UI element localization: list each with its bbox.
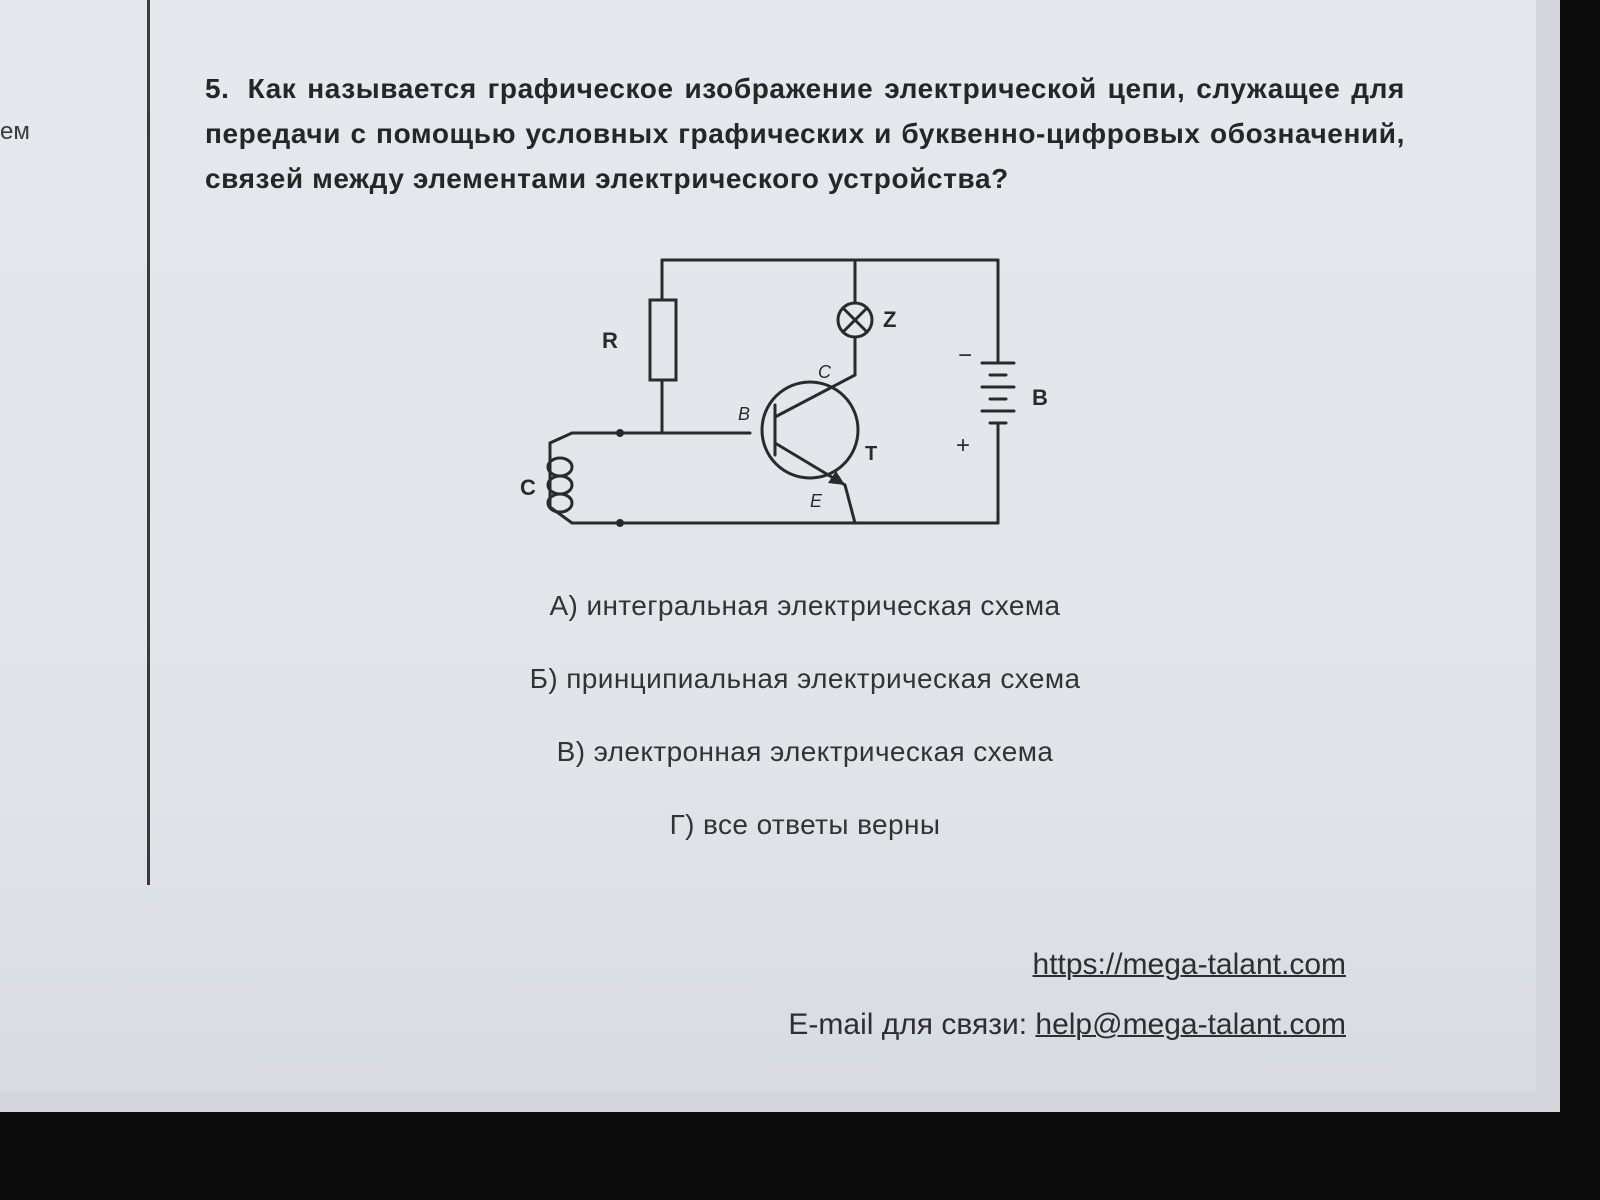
circuit-diagram [520,245,1060,545]
label-minus: − [958,342,973,369]
adjacent-page-text: ем [0,118,30,145]
margin-line [147,0,150,885]
coil-wire [550,433,620,523]
question-number: 5. [205,73,230,104]
question [205,66,1405,201]
coil-turn [548,476,572,494]
website-link[interactable]: https://mega-talant.com [1032,948,1346,981]
answer-a: А) интегральная электрическая схема [549,590,1061,621]
question-text: Как называется графическое изображение электрической цепи, служащее для передачи с помощью условных графических и буквенно-цифровых обозначений, связей между элементами электрического устройства? [205,73,1405,194]
answer-d: Г) все ответы верны [669,809,941,840]
email-label: E-mail для связи: [788,1008,1028,1041]
label-resistor: R [602,328,618,353]
junction-dot [616,519,624,527]
answer-c: В) электронная электрическая схема [556,736,1054,767]
answer-b: Б) принципиальная электрическая схема [529,663,1081,694]
label-collector: C [818,362,831,382]
label-battery: B [1032,385,1048,410]
label-emitter: E [810,491,823,511]
label-transistor: T [865,443,878,465]
footer [788,935,1346,1055]
junction-dot [616,429,624,437]
label-lamp: Z [883,307,897,332]
label-plus: + [956,432,971,459]
resistor-symbol [650,300,676,380]
coil-turn [548,458,572,476]
label-coil: C [520,475,536,500]
email-link[interactable]: help@mega-talant.com [1035,1008,1346,1041]
footer-url-line [788,935,1346,995]
footer-email-line [788,995,1346,1055]
coil-turn [548,494,572,512]
label-base: B [738,404,751,424]
